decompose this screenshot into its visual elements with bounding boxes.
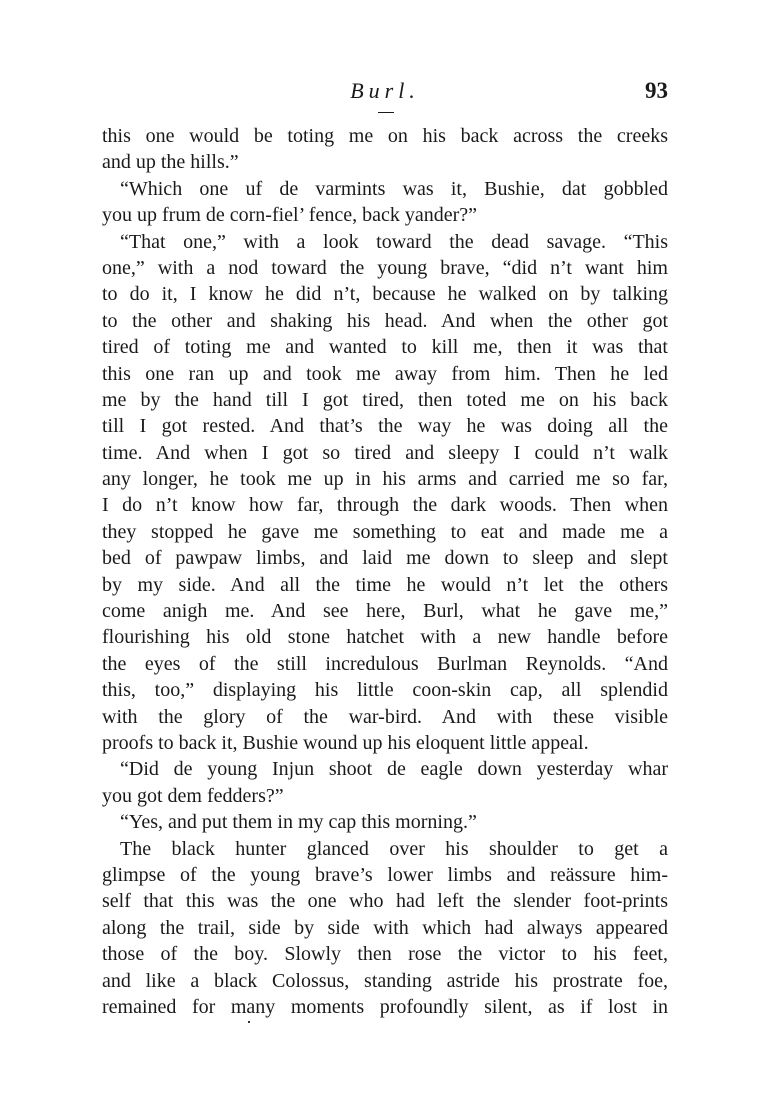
text-line: this, too,” displaying his little coon-skin cap, all splendid xyxy=(102,679,668,702)
text-line: come anigh me. And see here, Burl, what he gave me,” xyxy=(102,600,668,623)
text-line: “Which one uf de varmints was it, Bushie, dat gobbled xyxy=(120,177,668,200)
text-line: they stopped he gave me something to eat and made me a xyxy=(102,520,668,543)
text-line: and up the hills.” xyxy=(102,151,239,174)
page-number: 93 xyxy=(645,78,668,103)
ink-speck xyxy=(248,1021,250,1023)
text-line: flourishing his old stone hatchet with a new handle before xyxy=(102,626,668,649)
text-line: by my side. And all the time he would n’t let the others xyxy=(102,573,668,596)
text-line: bed of pawpaw limbs, and laid me down to sleep and slept xyxy=(102,547,668,570)
text-line: you got dem fedders?” xyxy=(102,784,284,807)
text-line: and like a black Colossus, standing astride his prostrate foe, xyxy=(102,969,668,992)
text-line: those of the boy. Slowly then rose the victor to his feet, xyxy=(102,943,668,966)
text-line: self that this was the one who had left the slender foot-prints xyxy=(102,890,668,913)
text-line: “That one,” with a look toward the dead savage. “This xyxy=(120,230,668,253)
page-header xyxy=(102,78,668,114)
running-title: Burl. xyxy=(350,78,420,103)
title-rule xyxy=(378,112,394,113)
text-line: this one would be toting me on his back across the creeks xyxy=(102,125,668,147)
text-line: this one ran up and took me away from him. Then he led xyxy=(102,362,668,385)
text-line: any longer, he took me up in his arms and carried me so far, xyxy=(102,468,668,491)
text-line: you up frum de corn-fiel’ fence, back yander?” xyxy=(102,204,477,227)
text-line: the eyes of the still incredulous Burlman Reynolds. “And xyxy=(102,652,668,675)
text-line: I do n’t know how far, through the dark woods. Then when xyxy=(102,494,668,517)
body-text xyxy=(102,123,668,1020)
text-line: The black hunter glanced over his shoulder to get a xyxy=(120,837,668,860)
text-line: till I got rested. And that’s the way he was doing all the xyxy=(102,415,668,438)
text-line: “Did de young Injun shoot de eagle down yesterday whar xyxy=(120,758,668,781)
text-line: one,” with a nod toward the young brave, “did n’t want him xyxy=(102,256,668,279)
text-line: to the other and shaking his head. And when the other got xyxy=(102,309,668,332)
text-line: me by the hand till I got tired, then toted me on his back xyxy=(102,388,668,411)
text-line: tired of toting me and wanted to kill me, then it was that xyxy=(102,336,668,359)
text-line: along the trail, side by side with which had always appeared xyxy=(102,916,668,939)
text-line: proofs to back it, Bushie wound up his eloquent little appeal. xyxy=(102,731,589,754)
text-line: remained for many moments profoundly silent, as if lost in xyxy=(102,995,668,1018)
text-line: glimpse of the young brave’s lower limbs and reässure him- xyxy=(102,863,668,886)
text-line: time. And when I got so tired and sleepy I could n’t walk xyxy=(102,441,668,464)
text-line: with the glory of the war-bird. And with these visible xyxy=(102,705,668,728)
text-line: “Yes, and put them in my cap this morning.” xyxy=(120,811,477,834)
text-line: to do it, I know he did n’t, because he walked on by talking xyxy=(102,283,668,306)
